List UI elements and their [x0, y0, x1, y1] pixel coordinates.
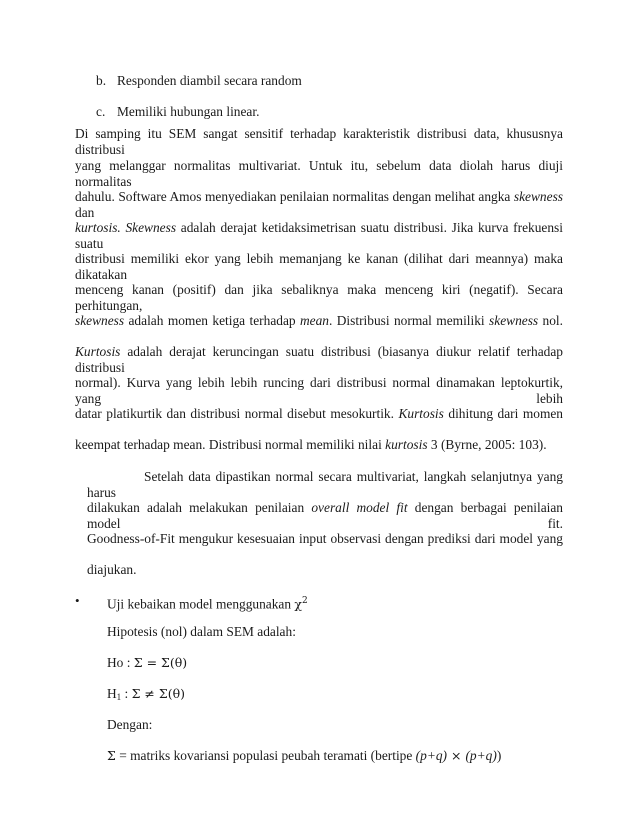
hypothesis-intro: Hipotesis (nol) dalam SEM adalah:	[107, 624, 296, 639]
hypothesis-h0: Ho : Σ = Σ(θ)	[107, 655, 188, 670]
text-line: keempat terhadap mean. Distribusi normal memiliki nilai kurtosis 3 (Byrne, 2005: 103).	[75, 437, 547, 452]
text-line: normal). Kurva yang lebih lebih runcing dari distribusi normal dinamakan leptokurtik, yang lebih	[75, 375, 563, 406]
text-line: Kurtosis adalah derajat keruncingan suatu distribusi (biasanya diukur relatif terhadap distribusi	[75, 344, 563, 375]
list-item-c: c. Memiliki hubungan linear.	[96, 104, 260, 119]
sigma-definition: Σ = matriks kovariansi populasi peubah teramati (bertipe (p+q) × (p+q))	[107, 748, 502, 763]
text-line: Di samping itu SEM sangat sensitif terhadap karakteristik distribusi data, khususnya distribusi	[75, 126, 563, 157]
text-line: kurtosis. Skewness adalah derajat ketidaksimetrisan suatu distribusi. Jika kurva frekuensi suatu	[75, 220, 563, 251]
bullet-item-chi-square: Uji kebaikan model menggunakan $\chi^2$	[107, 596, 308, 612]
bullet-icon: •	[75, 593, 80, 608]
hypothesis-h1: $H_1$ : Σ ≠ Σ(θ)	[107, 686, 185, 702]
dengan-label: Dengan:	[107, 717, 153, 732]
text-line: dilakukan adalah melakukan penilaian overall model fit dengan berbagai penilaian model fit.	[87, 500, 564, 531]
text-line: Goodness-of-Fit mengukur kesesuaian input observasi dengan prediksi dari model yang	[87, 531, 563, 546]
text-line: Setelah data dipastikan normal secara multivariat, langkah selanjutnya yang harus	[87, 469, 563, 500]
text-line: dahulu. Software Amos menyediakan penilaian normalitas dengan melihat angka skewness dan	[75, 189, 563, 220]
text-line: skewness adalah momen ketiga terhadap mean. Distribusi normal memiliki skewness nol.	[75, 313, 563, 328]
text-line: diajukan.	[87, 562, 137, 577]
text-line: datar platikurtik dan distribusi normal disebut mesokurtik. Kurtosis dihitung dari momen	[75, 406, 564, 421]
list-item-b: b. Responden diambil secara random	[96, 73, 302, 88]
text-line: distribusi memiliki ekor yang lebih memanjang ke kanan (dilihat dari meannya) maka dikatakan	[75, 251, 563, 282]
text-line: menceng kanan (positif) dan jika sebaliknya maka menceng kiri (negatif). Secara perhitungan,	[75, 282, 563, 313]
text-line: yang melanggar normalitas multivariat. Untuk itu, sebelum data diolah harus diuji normalitas	[75, 158, 563, 189]
